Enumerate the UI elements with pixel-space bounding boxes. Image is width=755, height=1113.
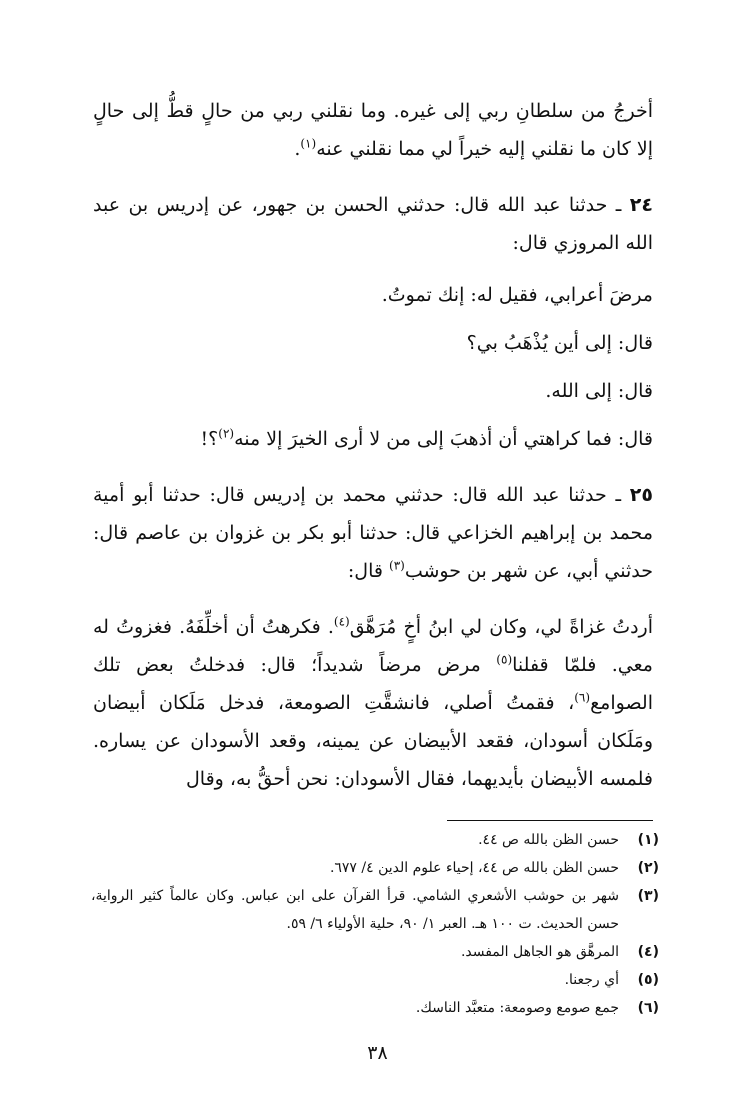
- footnote-4: [91, 938, 659, 966]
- narration-text: مرض مرضاً شديداً؛ قال: فدخلتُ بعض تلك الصوامع: [93, 654, 653, 714]
- narration-text: . فكرهتُ أن أخلِّفَهُ. فغزوتُ له معي. فلمّا قفلنا: [93, 616, 653, 676]
- footnote-1: [91, 826, 659, 854]
- narration-paragraph: [93, 608, 653, 798]
- footnote-6: [91, 994, 659, 1022]
- footnote-number: (٢): [637, 860, 659, 876]
- dialogue-text: قال: إلى الله.: [545, 380, 653, 402]
- footnote-ref-3: (٣): [389, 558, 405, 573]
- footnote-3: [91, 882, 659, 938]
- footnote-text: أي رجعنا.: [564, 972, 619, 988]
- narration-text: ، فقمتُ أصلي، فانشقَّتِ الصومعة، فدخل مَلَكان أبيضان ومَلَكان أسودان، فقعد الأبيضان عن يمينه، وقعد الأسودان عن يساره. فلمسه الأبيضان بأيديهما، فقال الأسودان: نحن أحقُّ به، وقال: [93, 692, 653, 790]
- footnote-ref-1: (١): [300, 136, 317, 151]
- punctuation: ؟!: [200, 428, 219, 450]
- dialogue-text: قال: فما كراهتي أن أذهبَ إلى من لا أرى الخيرَ إلا منه: [234, 428, 653, 450]
- hadith-25-text-end: قال:: [347, 560, 389, 582]
- hadith-number-24: ٢٤: [629, 194, 653, 216]
- hadith-24-text: ـ حدثنا عبد الله قال: حدثني الحسن بن جهور، عن إدريس بن عبد الله المروزي قال:: [93, 194, 653, 254]
- footnote-number: (٦): [637, 1000, 659, 1016]
- footnote-text: حسن الظن بالله ص ٤٤، إحياء علوم الدين ٤/ ٦٧٧.: [329, 860, 619, 876]
- footnote-text: حسن الظن بالله ص ٤٤.: [478, 832, 619, 848]
- hadith-number-25: ٢٥: [629, 484, 653, 506]
- dialogue-line-3: [93, 372, 653, 410]
- footnote-number: (٣): [637, 888, 659, 904]
- footnote-text: المرهَّق هو الجاهل المفسد.: [460, 944, 619, 960]
- footnote-2: [91, 854, 659, 882]
- footnotes: [91, 826, 659, 1022]
- hadith-25: [93, 476, 653, 590]
- footnote-number: (٤): [637, 944, 659, 960]
- dialogue-line-1: [93, 276, 653, 314]
- page-number: ٣٨: [367, 1042, 388, 1064]
- hadith-25-text: ـ حدثنا عبد الله قال: حدثني محمد بن إدريس قال: حدثنا أبو أمية محمد بن إبراهيم الخزاعي قال: حدثنا أبو بكر بن غزوان بن عاصم قال: حدثني أبي، عن شهر بن حوشب: [93, 484, 653, 582]
- footnote-ref-2: (٢): [218, 426, 235, 441]
- footnote-number: (١): [637, 832, 659, 848]
- footnote-divider: [447, 820, 653, 821]
- punctuation: .: [294, 138, 301, 160]
- paragraph-text: أخرجُ من سلطانِ ربي إلى غيره. وما نقلني ربي من حالٍ قطُّ إلى حالٍ إلا كان ما نقلني إليه خيراً لي مما نقلني عنه: [93, 100, 653, 160]
- footnote-text: جمع صومع وصومعة: متعبَّد الناسك.: [415, 1000, 619, 1016]
- footnote-5: [91, 966, 659, 994]
- dialogue-text: قال: إلى أين يُذْهَبُ بي؟: [466, 332, 653, 354]
- hadith-24: [93, 186, 653, 262]
- dialogue-text: مرضَ أعرابي، فقيل له: إنك تموتُ.: [381, 284, 653, 306]
- narration-text: أردتُ غزاةً لي، وكان لي ابنُ أخٍ مُرَهَّق: [349, 616, 653, 638]
- dialogue-line-4: [93, 420, 653, 458]
- footnote-ref-4: (٤): [333, 614, 350, 629]
- dialogue-line-2: [93, 324, 653, 362]
- footnote-ref-6: (٦): [574, 690, 591, 705]
- paragraph-opening: [93, 92, 653, 168]
- footnote-number: (٥): [637, 972, 659, 988]
- footnote-ref-5: (٥): [496, 652, 513, 667]
- footnote-text: شهر بن حوشب الأشعري الشامي. قرأ القرآن على ابن عباس. وكان عالماً كثير الرواية، حسن الحديث. ت ١٠٠ هـ. العبر ١/ ٩٠، حلية الأولياء ٦/ ٥٩.: [91, 888, 619, 932]
